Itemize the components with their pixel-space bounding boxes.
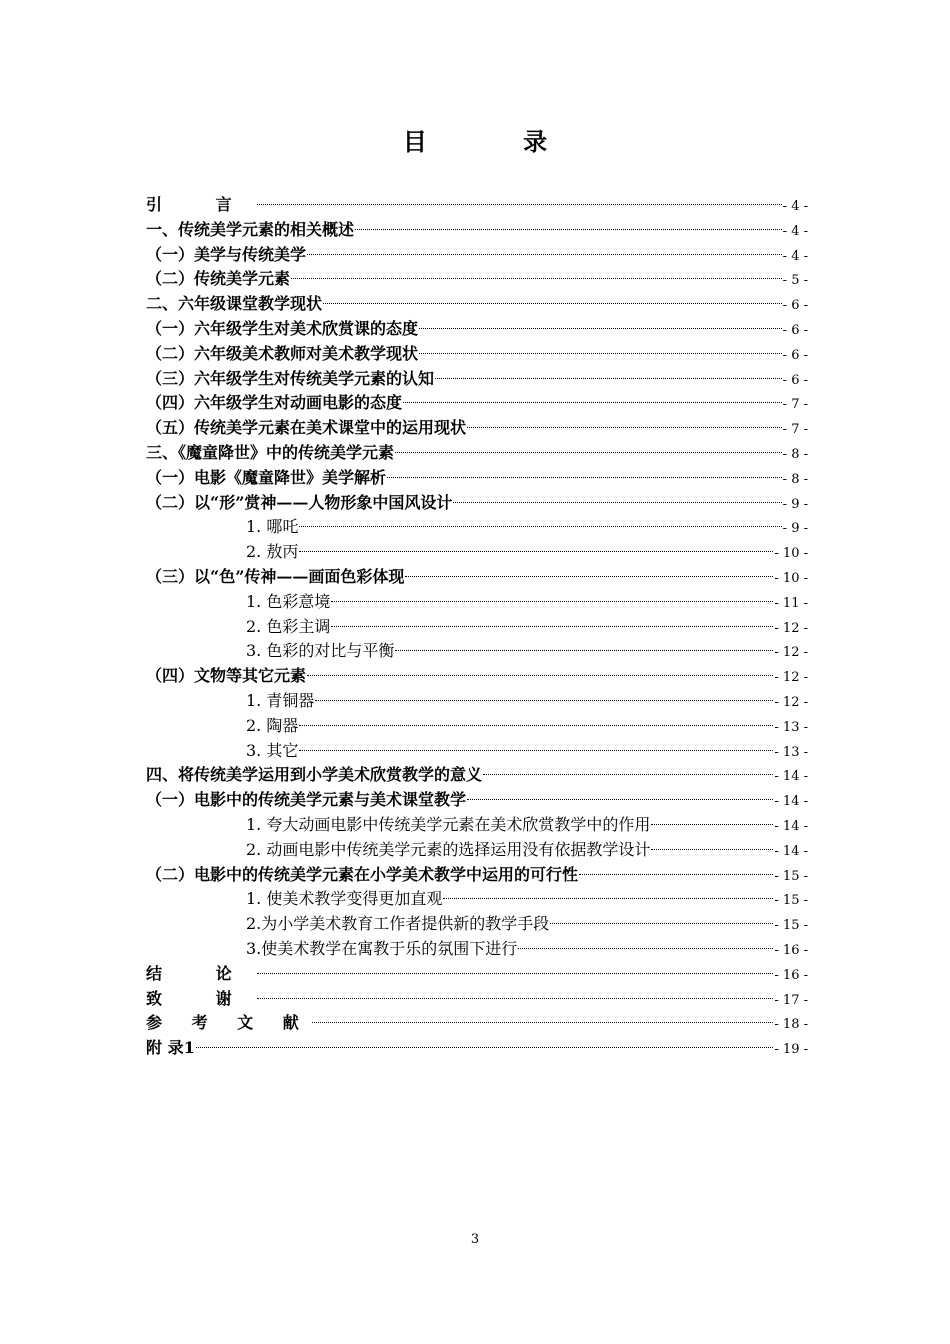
toc-dot-leader: [395, 650, 773, 651]
toc-entry-page: - 13 -: [774, 719, 808, 735]
toc-entry-label: 3. 其它: [246, 740, 299, 760]
toc-entry-page: - 12 -: [774, 645, 808, 661]
toc-dot-leader: [257, 204, 782, 205]
toc-entry-page: - 12 -: [774, 620, 808, 636]
toc-entry-page: - 4 -: [782, 248, 808, 264]
toc-entry-page: - 7 -: [782, 397, 808, 413]
toc-entry[interactable]: [146, 937, 808, 962]
toc-entry-page: - 11 -: [774, 595, 808, 611]
toc-entry-page: - 5 -: [782, 273, 808, 289]
toc-entry-label: 结 论: [146, 963, 256, 983]
toc-entry[interactable]: [146, 1011, 808, 1036]
toc-entry-page: - 6 -: [782, 372, 808, 388]
toc-dot-leader: [579, 874, 773, 875]
toc-entry-label: （二）六年级美术教师对美术教学现状: [146, 343, 419, 363]
toc-dot-leader: [315, 700, 773, 701]
toc-entry-page: - 12 -: [774, 694, 808, 710]
toc-entry-label: （二）电影中的传统美学元素在小学美术教学中运用的可行性: [146, 864, 579, 884]
toc-entry[interactable]: [146, 714, 808, 739]
toc-entry-label: 1. 色彩意境: [246, 591, 331, 611]
toc-entry[interactable]: [146, 317, 808, 342]
toc-entry-label: 致 谢: [146, 988, 256, 1008]
toc-entry[interactable]: [146, 416, 808, 441]
toc-entry[interactable]: [146, 540, 808, 565]
toc-entry-page: - 16 -: [774, 967, 808, 983]
toc-entry[interactable]: [146, 788, 808, 813]
toc-entry[interactable]: [146, 193, 808, 218]
toc-entry-page: - 6 -: [782, 322, 808, 338]
toc-dot-leader: [651, 849, 773, 850]
toc-dot-leader: [307, 254, 782, 255]
toc-dot-leader: [307, 675, 773, 676]
toc-entry[interactable]: [146, 689, 808, 714]
toc-entry[interactable]: [146, 838, 808, 863]
toc-entry[interactable]: [146, 515, 808, 540]
toc-entry-page: - 15 -: [774, 868, 808, 884]
toc-dot-leader: [550, 923, 773, 924]
toc-entry-label: 2.为小学美术教育工作者提供新的教学手段: [246, 914, 550, 934]
toc-entry-label: 2. 动画电影中传统美学元素的选择运用没有依据教学设计: [246, 839, 651, 859]
toc-dot-leader: [196, 1047, 774, 1048]
toc-entry-label: （四）六年级学生对动画电影的态度: [146, 393, 403, 413]
toc-entry[interactable]: [146, 391, 808, 416]
toc-dot-leader: [299, 551, 773, 552]
toc-entry-label: 2. 色彩主调: [246, 616, 331, 636]
toc-entry[interactable]: [146, 912, 808, 937]
toc-entry[interactable]: [146, 491, 808, 516]
toc-entry[interactable]: [146, 863, 808, 888]
toc-entry-label: 二、六年级课堂教学现状: [146, 294, 323, 314]
toc-dot-leader: [405, 576, 773, 577]
toc-dot-leader: [387, 477, 782, 478]
toc-dot-leader: [299, 725, 773, 726]
toc-entry-label: 1. 青铜器: [246, 690, 315, 710]
toc-entry[interactable]: [146, 367, 808, 392]
toc-entry-label: （三）以“色”传神——画面色彩体现: [146, 566, 405, 586]
page-title: 目 录: [402, 127, 592, 156]
toc-entry-label: 四、将传统美学运用到小学美术欣赏教学的意义: [146, 765, 483, 785]
toc-entry-label: 2. 陶器: [246, 715, 299, 735]
toc-entry-label: （一）美学与传统美学: [146, 244, 307, 264]
toc-entry-page: - 4 -: [782, 199, 808, 214]
toc-entry-page: - 13 -: [774, 744, 808, 760]
toc-dot-leader: [419, 328, 782, 329]
toc-entry-page: - 8 -: [782, 446, 808, 462]
toc-entry-page: - 7 -: [782, 422, 808, 438]
toc-entry[interactable]: [146, 342, 808, 367]
toc-entry-page: - 9 -: [782, 496, 808, 512]
toc-entry[interactable]: [146, 639, 808, 664]
toc-dot-leader: [518, 948, 773, 949]
toc-entry-label: 附 录1: [146, 1038, 195, 1058]
toc-entry[interactable]: [146, 590, 808, 615]
toc-dot-leader: [323, 303, 782, 304]
toc-entry[interactable]: [146, 441, 808, 466]
toc-entry-page: - 10 -: [774, 546, 808, 562]
table-of-contents: [146, 193, 808, 1061]
toc-entry-label: 1. 哪吒: [246, 517, 299, 537]
toc-entry-label: 1. 使美术教学变得更加直观: [246, 889, 443, 909]
toc-entry-page: - 15 -: [774, 893, 808, 909]
toc-entry-page: - 4 -: [782, 223, 808, 239]
toc-dot-leader: [395, 452, 782, 453]
toc-entry-label: 3. 色彩的对比与平衡: [246, 641, 395, 661]
toc-dot-leader: [435, 378, 782, 379]
toc-entry-page: - 18 -: [774, 1017, 808, 1033]
toc-entry[interactable]: [146, 466, 808, 491]
toc-entry-label: （五）传统美学元素在美术课堂中的运用现状: [146, 418, 467, 438]
toc-entry-label: 参 考 文 献: [146, 1013, 311, 1033]
toc-entry[interactable]: [146, 1036, 808, 1061]
toc-dot-leader: [312, 1022, 774, 1023]
toc-entry[interactable]: [146, 763, 808, 788]
toc-dot-leader: [453, 502, 781, 503]
toc-dot-leader: [257, 998, 774, 999]
toc-entry[interactable]: [146, 267, 808, 292]
toc-dot-leader: [355, 229, 782, 230]
toc-entry[interactable]: [146, 887, 808, 912]
toc-entry-page: - 10 -: [774, 570, 808, 586]
toc-entry-page: - 9 -: [782, 521, 808, 537]
toc-entry-label: （三）六年级学生对传统美学元素的认知: [146, 368, 435, 388]
toc-entry[interactable]: [146, 813, 808, 838]
page-number: 3: [470, 1232, 480, 1247]
toc-dot-leader: [331, 626, 773, 627]
toc-entry-page: - 6 -: [782, 347, 808, 363]
toc-dot-leader: [299, 750, 773, 751]
toc-entry-label: （一）电影《魔童降世》美学解析: [146, 467, 387, 487]
toc-dot-leader: [443, 898, 773, 899]
toc-dot-leader: [257, 973, 774, 974]
toc-entry[interactable]: [146, 962, 808, 987]
toc-entry-label: 1. 夸大动画电影中传统美学元素在美术欣赏教学中的作用: [246, 814, 651, 834]
toc-entry[interactable]: [146, 218, 808, 243]
toc-dot-leader: [299, 526, 781, 527]
toc-entry-label: 2. 敖丙: [246, 542, 299, 562]
toc-entry-label: 引 言: [146, 195, 256, 214]
toc-entry-page: - 15 -: [774, 918, 808, 934]
toc-entry-page: - 6 -: [782, 298, 808, 314]
toc-dot-leader: [651, 824, 773, 825]
toc-dot-leader: [419, 353, 782, 354]
toc-entry-label: （一）电影中的传统美学元素与美术课堂教学: [146, 790, 467, 810]
toc-entry-page: - 16 -: [774, 942, 808, 958]
toc-entry[interactable]: [146, 243, 808, 268]
toc-entry-page: - 14 -: [774, 794, 808, 810]
toc-dot-leader: [291, 278, 782, 279]
toc-entry[interactable]: [146, 292, 808, 317]
toc-entry[interactable]: [146, 615, 808, 640]
toc-entry-page: - 19 -: [774, 1042, 808, 1058]
toc-entry-page: - 14 -: [774, 843, 808, 859]
toc-entry-label: 3.使美术教学在寓教于乐的氛围下进行: [246, 938, 518, 958]
toc-entry-label: 三、《魔童降世》中的传统美学元素: [146, 442, 395, 462]
toc-dot-leader: [483, 774, 773, 775]
toc-entry-label: （四）文物等其它元素: [146, 666, 307, 686]
toc-entry-page: - 14 -: [774, 818, 808, 834]
toc-entry-page: - 14 -: [774, 769, 808, 785]
toc-entry-label: （二）以“形”赏神——人物形象中国风设计: [146, 492, 453, 512]
toc-entry[interactable]: [146, 739, 808, 764]
toc-entry-page: - 17 -: [774, 992, 808, 1008]
toc-dot-leader: [403, 402, 782, 403]
toc-entry[interactable]: [146, 664, 808, 689]
toc-dot-leader: [331, 601, 773, 602]
toc-entry-page: - 12 -: [774, 670, 808, 686]
toc-entry-label: （一）六年级学生对美术欣赏课的态度: [146, 318, 419, 338]
toc-entry-label: 一、传统美学元素的相关概述: [146, 219, 355, 239]
toc-dot-leader: [467, 427, 782, 428]
toc-dot-leader: [467, 799, 773, 800]
toc-entry-page: - 8 -: [782, 471, 808, 487]
toc-entry[interactable]: [146, 987, 808, 1012]
toc-entry[interactable]: [146, 565, 808, 590]
toc-entry-label: （二）传统美学元素: [146, 269, 291, 289]
